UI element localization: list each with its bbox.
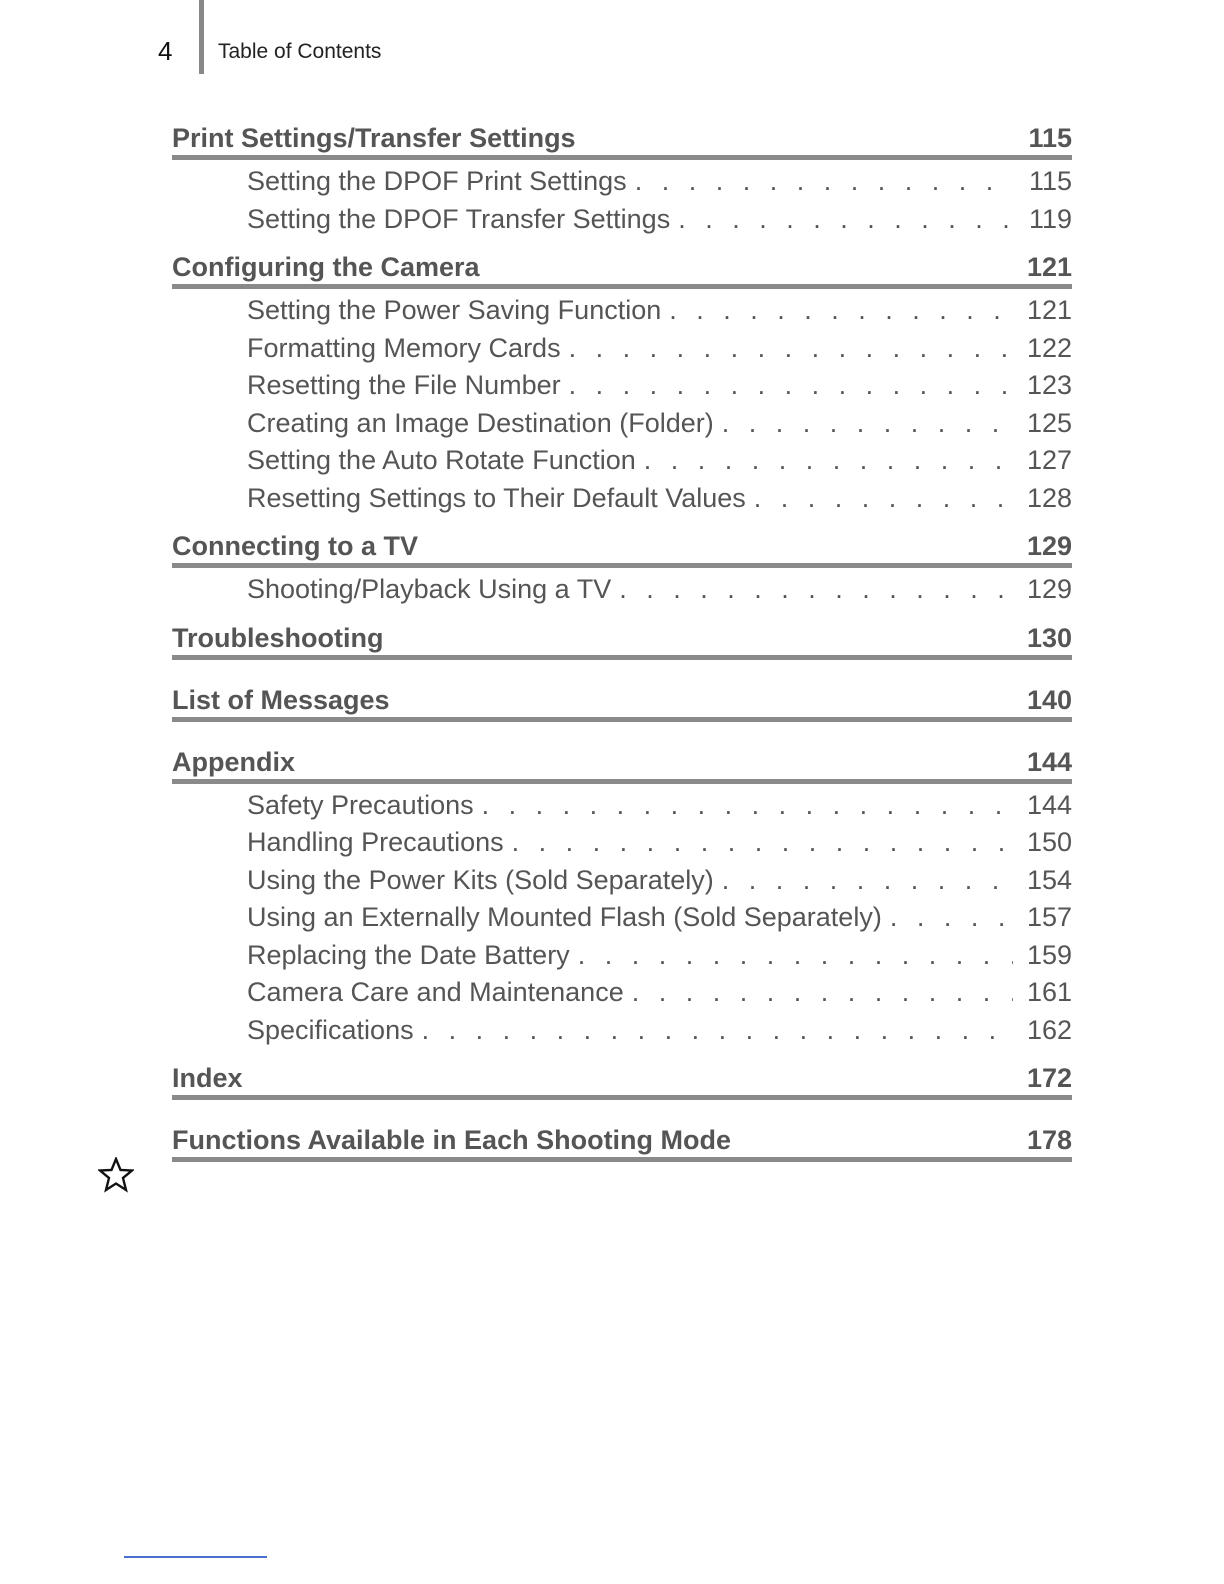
section-title: Connecting to a TV bbox=[172, 531, 418, 561]
entry-page-number: 157 bbox=[1026, 902, 1072, 932]
page-number: 4 bbox=[158, 36, 173, 66]
entry-label: Replacing the Date Battery bbox=[247, 939, 570, 970]
section-heading[interactable] bbox=[172, 1120, 1072, 1162]
section-entries bbox=[172, 784, 1072, 1059]
dot-leader bbox=[619, 574, 1013, 605]
toc-section bbox=[172, 1120, 1072, 1162]
section-title: Print Settings/Transfer Settings bbox=[172, 123, 576, 153]
entry-label: Using an Externally Mounted Flash (Sold Separately) bbox=[247, 902, 882, 932]
toc-entry[interactable] bbox=[247, 408, 1072, 446]
dot-leader bbox=[422, 1015, 1013, 1046]
toc-section bbox=[172, 1058, 1072, 1100]
dot-leader bbox=[722, 865, 1013, 896]
section-page-number: 172 bbox=[1026, 1063, 1072, 1093]
entry-page-number: 121 bbox=[1026, 295, 1072, 325]
toc-entry[interactable] bbox=[247, 574, 1072, 612]
dot-leader bbox=[635, 166, 1015, 197]
section-title: Index bbox=[172, 1063, 243, 1093]
toc-section bbox=[172, 618, 1072, 660]
dot-leader bbox=[669, 295, 1013, 326]
dot-leader bbox=[569, 333, 1013, 364]
entry-page-number: 122 bbox=[1026, 332, 1072, 363]
entry-label: Creating an Image Destination (Folder) bbox=[247, 407, 714, 438]
section-page-number: 178 bbox=[1026, 1125, 1072, 1155]
entry-label: Setting the Auto Rotate Function bbox=[247, 445, 636, 475]
toc-section bbox=[172, 680, 1072, 722]
header-divider bbox=[199, 0, 204, 74]
entry-label: Using the Power Kits (Sold Separately) bbox=[247, 864, 714, 895]
entry-page-number: 128 bbox=[1026, 482, 1072, 513]
toc-entry[interactable] bbox=[247, 790, 1072, 828]
toc-entry[interactable] bbox=[247, 333, 1072, 371]
toc-section bbox=[172, 526, 1072, 618]
toc-entry[interactable] bbox=[247, 865, 1072, 903]
star-icon bbox=[98, 1157, 134, 1193]
section-title: Appendix bbox=[172, 746, 296, 777]
dot-leader bbox=[569, 370, 1013, 401]
section-heading[interactable] bbox=[172, 742, 1072, 784]
dot-leader bbox=[644, 445, 1013, 476]
toc-entry[interactable] bbox=[247, 204, 1072, 242]
entry-label: Specifications bbox=[247, 1014, 414, 1045]
entry-label: Safety Precautions bbox=[247, 789, 474, 820]
section-entries bbox=[172, 289, 1072, 526]
section-heading[interactable] bbox=[172, 247, 1072, 289]
toc-entry[interactable] bbox=[247, 166, 1072, 204]
toc-entry[interactable] bbox=[247, 445, 1072, 483]
toc-entry[interactable] bbox=[247, 827, 1072, 865]
toc-entry[interactable] bbox=[247, 1015, 1072, 1053]
section-page-number: 129 bbox=[1026, 531, 1072, 561]
entry-label: Handling Precautions bbox=[247, 827, 504, 857]
section-title: Troubleshooting bbox=[172, 622, 384, 653]
toc-entry[interactable] bbox=[247, 940, 1072, 978]
footer-line bbox=[124, 1556, 267, 1558]
toc-entry[interactable] bbox=[247, 977, 1072, 1015]
toc-entry[interactable] bbox=[247, 902, 1072, 940]
entry-page-number: 159 bbox=[1026, 939, 1072, 970]
toc-section bbox=[172, 247, 1072, 526]
running-head: Table of Contents bbox=[218, 40, 382, 63]
section-heading[interactable] bbox=[172, 1058, 1072, 1100]
section-page-number: 130 bbox=[1026, 622, 1072, 653]
section-page-number: 121 bbox=[1026, 252, 1072, 282]
entry-page-number: 161 bbox=[1026, 977, 1072, 1007]
entry-page-number: 119 bbox=[1028, 203, 1072, 234]
entry-page-number: 150 bbox=[1026, 827, 1072, 857]
section-heading[interactable] bbox=[172, 680, 1072, 722]
entry-page-number: 115 bbox=[1028, 166, 1072, 196]
dot-leader bbox=[678, 204, 1015, 235]
section-entries bbox=[172, 568, 1072, 618]
table-of-contents bbox=[172, 118, 1072, 1182]
section-page-number: 144 bbox=[1026, 746, 1072, 777]
section-heading[interactable] bbox=[172, 118, 1072, 160]
toc-section bbox=[172, 742, 1072, 1059]
entry-label: Shooting/Playback Using a TV bbox=[247, 574, 612, 604]
entry-label: Setting the DPOF Print Settings bbox=[247, 166, 627, 196]
entry-label: Setting the Power Saving Function bbox=[247, 295, 662, 325]
dot-leader bbox=[722, 408, 1013, 439]
entry-label: Camera Care and Maintenance bbox=[247, 977, 624, 1007]
section-title: List of Messages bbox=[172, 684, 390, 715]
dot-leader bbox=[754, 483, 1013, 514]
dot-leader bbox=[632, 977, 1013, 1008]
entry-page-number: 162 bbox=[1026, 1014, 1072, 1045]
section-entries bbox=[172, 160, 1072, 247]
section-page-number: 140 bbox=[1026, 684, 1072, 715]
toc-section bbox=[172, 118, 1072, 247]
entry-page-number: 144 bbox=[1026, 789, 1072, 820]
toc-entry[interactable] bbox=[247, 370, 1072, 408]
entry-label: Resetting the File Number bbox=[247, 370, 561, 400]
dot-leader bbox=[512, 827, 1013, 858]
toc-entry[interactable] bbox=[247, 295, 1072, 333]
page-header bbox=[0, 0, 1224, 80]
entry-page-number: 127 bbox=[1026, 445, 1072, 475]
entry-label: Resetting Settings to Their Default Values bbox=[247, 482, 746, 513]
entry-page-number: 123 bbox=[1026, 370, 1072, 400]
section-page-number: 115 bbox=[1028, 123, 1072, 153]
section-heading[interactable] bbox=[172, 526, 1072, 568]
toc-entry[interactable] bbox=[247, 483, 1072, 521]
section-title: Configuring the Camera bbox=[172, 252, 480, 282]
entry-label: Formatting Memory Cards bbox=[247, 332, 561, 363]
entry-page-number: 125 bbox=[1026, 407, 1072, 438]
entry-label: Setting the DPOF Transfer Settings bbox=[247, 203, 671, 234]
dot-leader bbox=[482, 790, 1013, 821]
section-title: Functions Available in Each Shooting Mode bbox=[172, 1125, 732, 1155]
entry-page-number: 129 bbox=[1026, 574, 1072, 604]
dot-leader bbox=[890, 902, 1013, 933]
dot-leader bbox=[578, 940, 1013, 971]
entry-page-number: 154 bbox=[1026, 864, 1072, 895]
section-heading[interactable] bbox=[172, 618, 1072, 660]
